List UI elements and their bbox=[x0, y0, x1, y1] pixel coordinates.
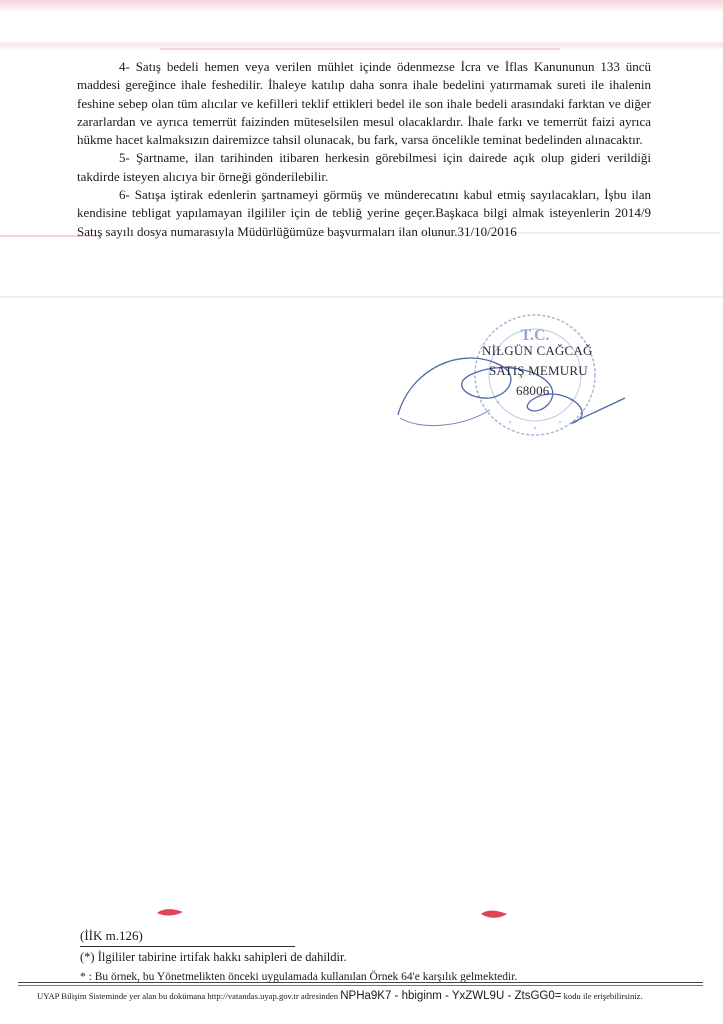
paragraph-4: 4- Satış bedeli hemen veya verilen mühlet içinde ödenmezse İcra ve İflas Kanununun 133 üncü maddesi gereğince ihale feshedilir. İhaleye katılıp daha sonra ihale bedelini yatırmamak sureti ile ihalenin feshine sebep olan tüm alıcılar ve kefilleri teklif ettikleri bedel ile son ihale bedeli arasındaki farktan ve diğer zararlardan ve ayrıca temerrüt faizinden müteselsilen mesul olacaklardır. İhale farkı ve temerrüt faizi ayrıca hükme hacet kalmaksızın dairemizce tahsil olunacak, bu fark, varsa öncelikle teminat bedelinden alınacaktır. bbox=[77, 59, 651, 148]
document-body bbox=[77, 58, 651, 241]
footnote-divider bbox=[80, 946, 295, 947]
red-mark bbox=[155, 904, 185, 920]
uyap-suffix: kodu ile erişebilirsiniz. bbox=[563, 991, 643, 1001]
signer-title: SATIŞ MEMURU bbox=[489, 363, 588, 378]
scan-streak bbox=[160, 48, 560, 50]
seal-text: T.C. bbox=[520, 327, 550, 344]
signer-name: NİLGÜN CAĞCAĞ bbox=[482, 343, 593, 358]
footer-divider-secondary bbox=[18, 985, 703, 986]
footnote-interested-parties: (*) İlgililer tabirine irtifak hakkı sahipleri de dahildir. bbox=[80, 950, 347, 964]
signer-number: 68006 bbox=[516, 383, 550, 398]
paragraph-5: 5- Şartname, ilan tarihinden itibaren herkesin görebilmesi için dairede açık olup gideri verildiği takdirde isteyen alıcıya bir örneği gönderilebilir. bbox=[77, 150, 651, 184]
scan-streak bbox=[0, 296, 723, 298]
uyap-access-line bbox=[37, 990, 717, 1002]
footnotes bbox=[70, 928, 690, 983]
law-reference: (İİK m.126) bbox=[80, 928, 143, 943]
uyap-prefix: UYAP Bilişim Sisteminde yer alan bu dokümana http://vatandas.uyap.gov.tr adresinden bbox=[37, 991, 339, 1001]
paragraph-6: 6- Satışa iştirak edenlerin şartnameyi görmüş ve münderecatını kabul etmiş sayılacakları, İşbu ilan kendisine tebligat yapılamayan ilgililer için de tebliğ yerine geçer.Başkaca bilgi almak isteyenlerin 2014/9 Satış sayılı dosya numarasıyla Müdürlüğümüze başvurmaları ilan olunur.31/10/2016 bbox=[77, 187, 651, 239]
footer-divider bbox=[18, 982, 703, 983]
footnote-sample-note: * : Bu örnek, bu Yönetmelikten önceki uygulamada kullanılan Örnek 64'e karşılık gelmektedir. bbox=[80, 971, 518, 983]
red-mark bbox=[479, 906, 509, 922]
uyap-verification-code: NPHa9K7 - hbiginm - YxZWL9U - ZtsGG0= bbox=[340, 990, 562, 1002]
top-scan-band bbox=[0, 0, 723, 12]
